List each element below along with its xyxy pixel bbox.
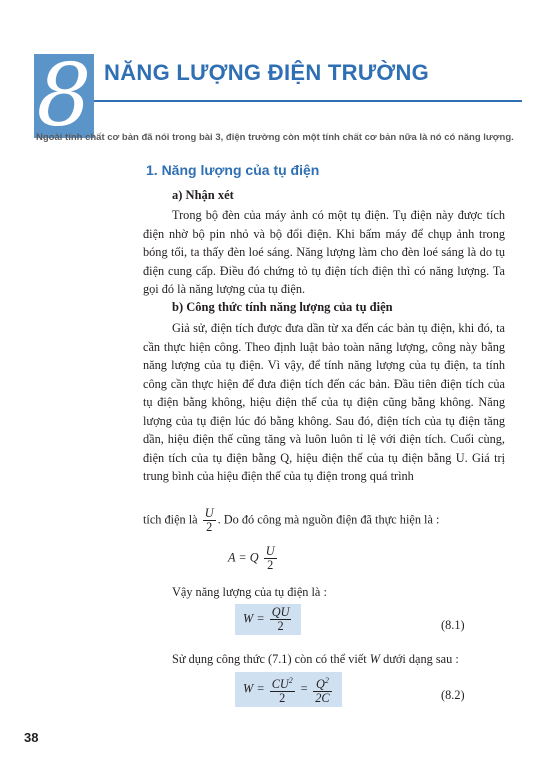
energy-intro-line: Vậy năng lượng của tụ điện là :	[172, 585, 327, 599]
equals-sign: =	[299, 681, 309, 696]
chapter-title: NĂNG LƯỢNG ĐIỆN TRƯỜNG	[104, 60, 430, 85]
fraction-numerator	[270, 674, 295, 692]
formula-8-1-left: W =	[243, 611, 265, 626]
formula-8-1	[235, 604, 301, 635]
fraction-denominator: 2	[279, 691, 286, 706]
fraction-denominator: 2	[277, 619, 284, 633]
formula-8-2-left: W =	[243, 681, 265, 696]
exponent: 2	[288, 676, 293, 685]
fraction-cu2-over-2	[270, 674, 295, 705]
fraction-numerator	[313, 674, 331, 692]
subheading-a: a) Nhận xét	[172, 188, 234, 202]
chapter-number: 8	[36, 46, 92, 146]
fraction-denominator: 2	[206, 520, 213, 534]
formula-7-1-text-end: dưới dạng sau :	[383, 652, 459, 666]
fraction-numerator: QU	[271, 605, 290, 619]
numerator-q: Q	[316, 677, 325, 692]
equation-label-8-2: (8.2)	[441, 688, 465, 702]
variable-w: W	[369, 652, 380, 666]
page-number: 38	[24, 730, 39, 745]
paragraph-a: Trong bộ đèn của máy ảnh có một tụ điện. Tụ điện này được tích điện nhờ bộ pin nhỏ và bộ đổi điện. Khi bấm máy để chụp ảnh trong bóng tối, ta thấy đèn loé sáng. Năng lượng làm cho đèn loé sáng là do tụ điện cung cấp. Điều đó chứng tỏ tụ điện tích điện thì có năng lượng. Ta gọi đó là năng lượng của tụ điện.	[143, 208, 505, 296]
numerator-cu: CU	[271, 677, 289, 692]
section-heading: 1. Năng lượng của tụ điện	[146, 162, 320, 178]
formula-8-2	[235, 672, 342, 707]
title-divider	[94, 100, 522, 102]
equation-work-left: A = Q	[228, 550, 259, 565]
formula-7-1-text: Sử dụng công thức (7.1) còn có thể viết	[172, 652, 367, 666]
intro-text: Ngoài tính chất cơ bản đã nói trong bài 3, điện trường còn một tính chất cơ bản nữa là nó có năng lượng.	[36, 132, 514, 143]
fraction-u-over-2	[203, 507, 216, 534]
fraction-qu-over-2	[270, 606, 292, 633]
exponent: 2	[324, 676, 329, 685]
average-voltage-text: tích điện là	[143, 512, 198, 527]
fraction-numerator: U	[204, 506, 214, 520]
formula-7-1-line	[172, 652, 459, 667]
average-voltage-line	[143, 507, 439, 534]
average-voltage-text-end: . Do đó công mà nguồn điện đã thực hiện là :	[217, 512, 440, 527]
equation-label-8-1: (8.1)	[441, 618, 465, 632]
fraction-denominator: 2C	[315, 691, 330, 706]
chapter-number-box	[34, 46, 94, 146]
paragraph-b: Giả sử, điện tích được đưa dần từ xa đến các bản tụ điện, khi đó, ta cần thực hiện công. Theo định luật bảo toàn năng lượng, công này bằng năng lượng của tụ điện. Vì vậy, để tính năng lượng của tụ điện, ta tính công cần thực hiện để đưa điện tích đến các bản. Đầu tiên điện tích của tụ điện bằng không, hiệu điện thế của tụ điện cũng bằng không. Năng lượng của tụ điện lúc đó bằng không. Sau đó, điện tích của tụ điện tăng dần, hiệu điện thế cũng tăng và luôn luôn tỉ lệ với điện tích. Cuối cùng, điện tích của tụ điện bằng Q, hiệu điện thế của tụ điện bằng U. Giá trị trung bình của hiệu điện thế của tụ điện trong quá trình	[143, 321, 505, 483]
subheading-b: b) Công thức tính năng lượng của tụ điện	[172, 300, 393, 314]
fraction-u-over-2-eq	[264, 545, 277, 572]
fraction-q2-over-2c	[313, 674, 331, 705]
equation-work	[228, 545, 279, 572]
fraction-denominator: 2	[267, 558, 274, 572]
fraction-numerator: U	[265, 544, 275, 558]
